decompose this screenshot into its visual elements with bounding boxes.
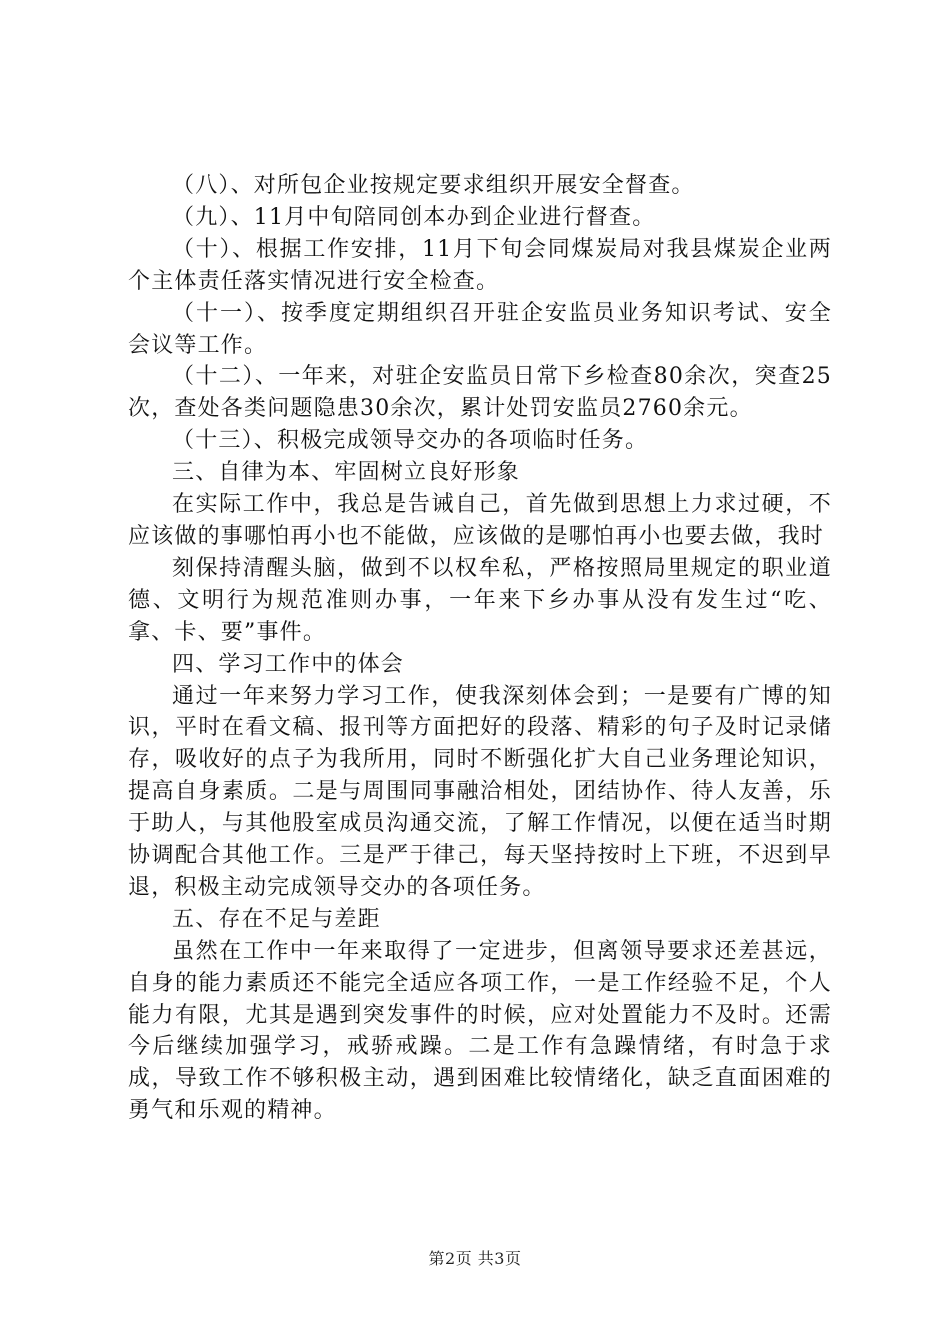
paragraph: （十三）、积极完成领导交办的各项临时任务。 [172, 428, 649, 454]
page-number: 第2页 共3页 [428, 1249, 522, 1268]
paragraph: 通过一年来努力学习工作，使我深刻体会到；一是要有广博的知识，平时在看文稿、报刊等方面把好的段落、精彩的句子及时记录储存，吸收好的点子为我所用，同时不断强化扩大自己业务理论知识，提高自身素质。二是与周围同事融洽相处，团结协作、待人友善，乐于助人，与其他股室成员沟通交流，了解工作情况，以便在适当时期协调配合其他工作。三是严于律己，每天坚持按时上下班，不迟到早退，积极主动完成领导交办的各项任务。 [128, 683, 832, 900]
paragraph: （十）、根据工作安排，11月下旬会同煤炭局对我县煤炭企业两个主体责任落实情况进行安全检查。 [128, 236, 832, 294]
paragraph: 刻保持清醒头脑，做到不以权牟私，严格按照局里规定的职业道德、文明行为规范准则办事，一年来下乡办事从没有发生过“吃、拿、卡、要”事件。 [128, 555, 832, 645]
paragraph: （十一）、按季度定期组织召开驻企安监员业务知识考试、安全会议等工作。 [128, 300, 832, 358]
paragraph: （十二）、一年来，对驻企安监员日常下乡检查80余次，突查25次，查处各类问题隐患30余次，累计处罚安监员2760余元。 [128, 364, 832, 422]
section-heading: 三、自律为本、牢固树立良好形象 [172, 460, 521, 486]
document-body [128, 170, 832, 1127]
paragraph: 虽然在工作中一年来取得了一定进步，但离领导要求还差甚远，自身的能力素质还不能完全适应各项工作，一是工作经验不足，个人能力有限，尤其是遇到突发事件的时候，应对处置能力不及时。还需今后继续加强学习，戒骄戒躁。二是工作有急躁情绪，有时急于求成，导致工作不够积极主动，遇到困难比较情绪化，缺乏直面困难的勇气和乐观的精神。 [128, 938, 832, 1124]
paragraph: （九）、11月中旬陪同创本办到企业进行督查。 [172, 204, 656, 230]
paragraph: （八）、对所包企业按规定要求组织开展安全督查。 [172, 173, 695, 198]
paragraph: 在实际工作中，我总是告诫自己，首先做到思想上力求过硬，不应该做的事哪怕再小也不能做，应该做的是哪怕再小也要去做，我时 [128, 492, 832, 549]
section-heading: 五、存在不足与差距 [172, 906, 381, 932]
section-heading: 四、学习工作中的体会 [172, 651, 405, 677]
page-footer [0, 1246, 950, 1269]
